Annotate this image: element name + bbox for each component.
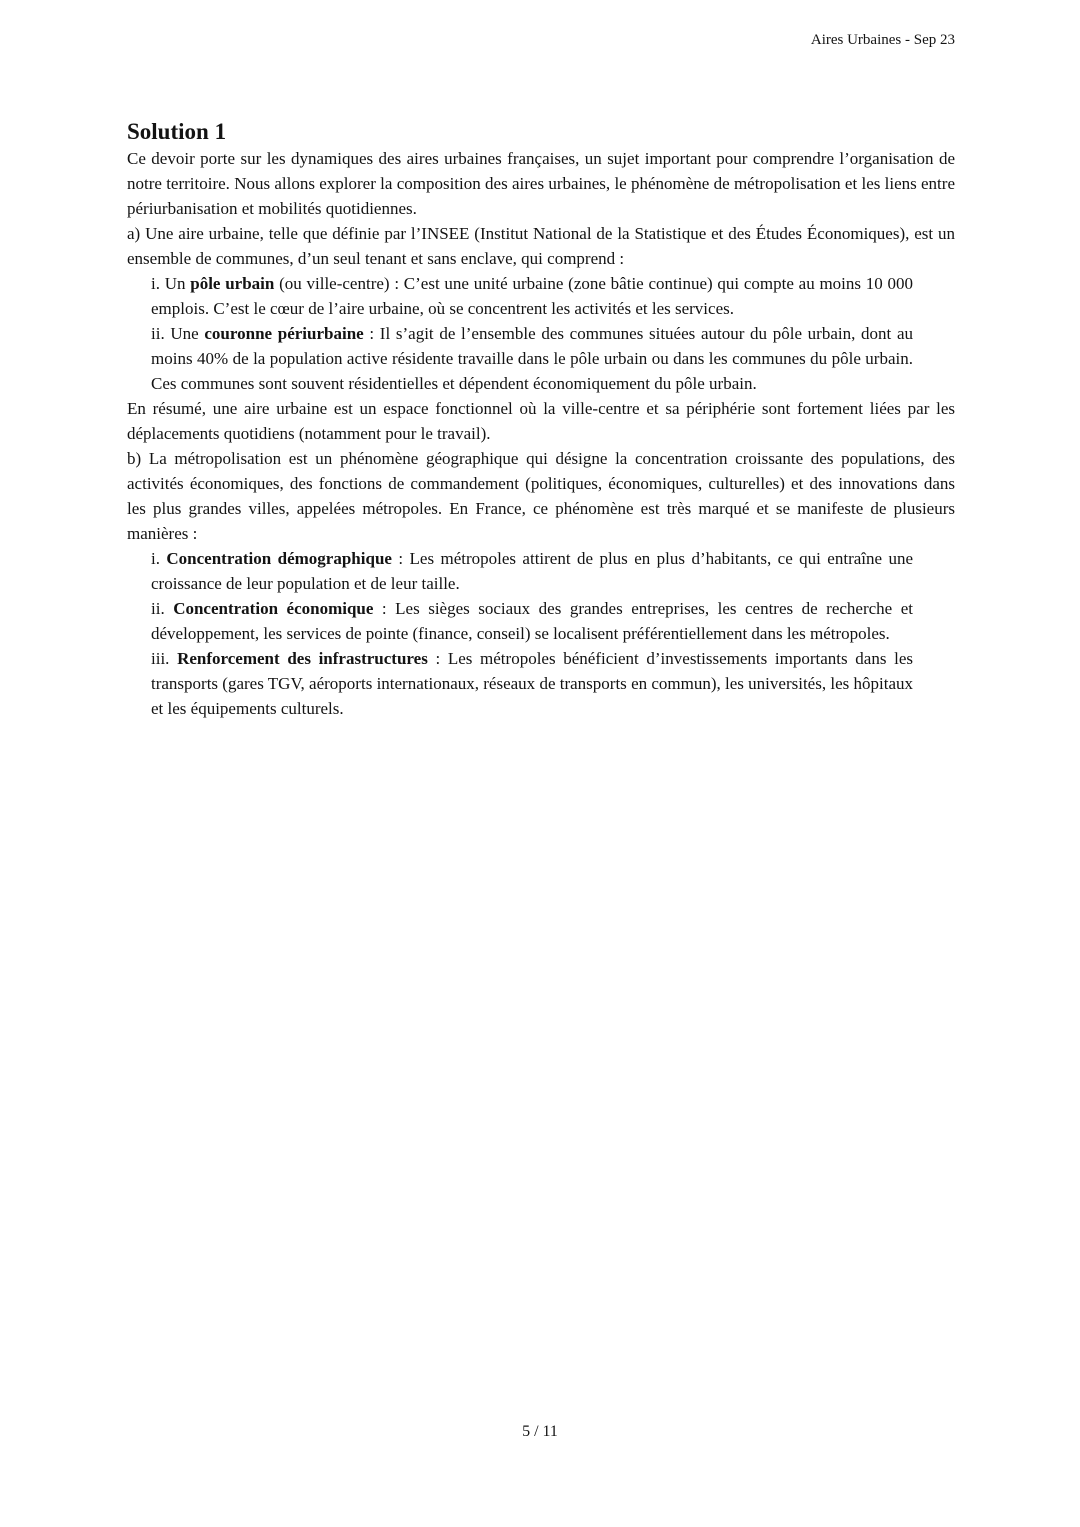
list-item-marker: ii. Une xyxy=(151,324,205,343)
intro-paragraph: Ce devoir porte sur les dynamiques des aires urbaines françaises, un sujet important pour comprendre l’organisation de notre territoire. Nous allons explorer la composition des aires urbaines, le phénomène de métropolisation et les liens entre périurbanisation et mobilités quotidiennes. xyxy=(127,149,955,218)
list-item-marker: iii. xyxy=(151,649,178,668)
list-item-marker: i. xyxy=(151,549,167,568)
list-item-term: Renforcement des infrastructures xyxy=(177,649,428,668)
running-header: Aires Urbaines - Sep 23 xyxy=(810,32,955,48)
list-item-marker: i. Un xyxy=(151,274,191,293)
list-item-term: Concentration démographique xyxy=(166,549,392,568)
list-item-concentration-demographique xyxy=(127,546,955,596)
list-item-text: : Il s’agit de l’ensemble des communes situées autour du pôle urbain, dont au moins 40% de la population active résidente travaille dans le pôle urbain ou dans les communes du pôle urbain. Ces communes sont souvent résidentielles et dépendent économiquement du pôle urbain. xyxy=(151,324,913,393)
document-content xyxy=(127,0,955,721)
list-item-concentration-economique xyxy=(127,596,955,646)
page-number: 5 / 11 xyxy=(522,1423,558,1440)
list-item-pole-urbain xyxy=(127,271,955,321)
list-item-term: couronne périurbaine xyxy=(204,324,364,343)
list-item-renforcement-infrastructures xyxy=(127,646,955,721)
list-item-text: : Les sièges sociaux des grandes entreprises, les centres de recherche et développement, les services de pointe (finance, conseil) se localisent préférentiellement dans les métropoles. xyxy=(151,599,913,643)
part-b-lead-paragraph: b) La métropolisation est un phénomène géographique qui désigne la concentration croissante des populations, des activités économiques, des fonctions de commandement (politiques, économiques, culturelles) et des innovations dans les plus grandes villes, appelées métropoles. En France, ce phénomène est très marqué et se manifeste de plusieurs manières : xyxy=(127,449,955,543)
list-item-marker: ii. xyxy=(151,599,174,618)
list-item-couronne-periurbaine xyxy=(127,321,955,396)
list-item-term: pôle urbain xyxy=(190,274,275,293)
page-title: Solution 1 xyxy=(127,119,227,144)
list-item-text: (ou ville-centre) : C’est une unité urbaine (zone bâtie continue) qui compte au moins 10 000 emplois. C’est le cœur de l’aire urbaine, où se concentrent les activités et les services. xyxy=(151,274,914,318)
list-item-text: : Les métropoles bénéficient d’investissements importants dans les transports (gares TGV, aéroports internationaux, réseaux de transports en commun), les universités, les hôpitaux et les équipements culturels. xyxy=(151,649,913,718)
part-a-lead-paragraph: a) Une aire urbaine, telle que définie par l’INSEE (Institut National de la Statistique et des Études Économiques), est un ensemble de communes, d’un seul tenant et sans enclave, qui comprend : xyxy=(127,224,955,268)
list-item-term: Concentration économique xyxy=(173,599,374,618)
list-item-text: : Les métropoles attirent de plus en plus d’habitants, ce qui entraîne une croissance de leur population et de leur taille. xyxy=(151,549,914,593)
part-a-summary-paragraph: En résumé, une aire urbaine est un espace fonctionnel où la ville-centre et sa périphérie sont fortement liées par les déplacements quotidiens (notamment pour le travail). xyxy=(127,399,955,443)
